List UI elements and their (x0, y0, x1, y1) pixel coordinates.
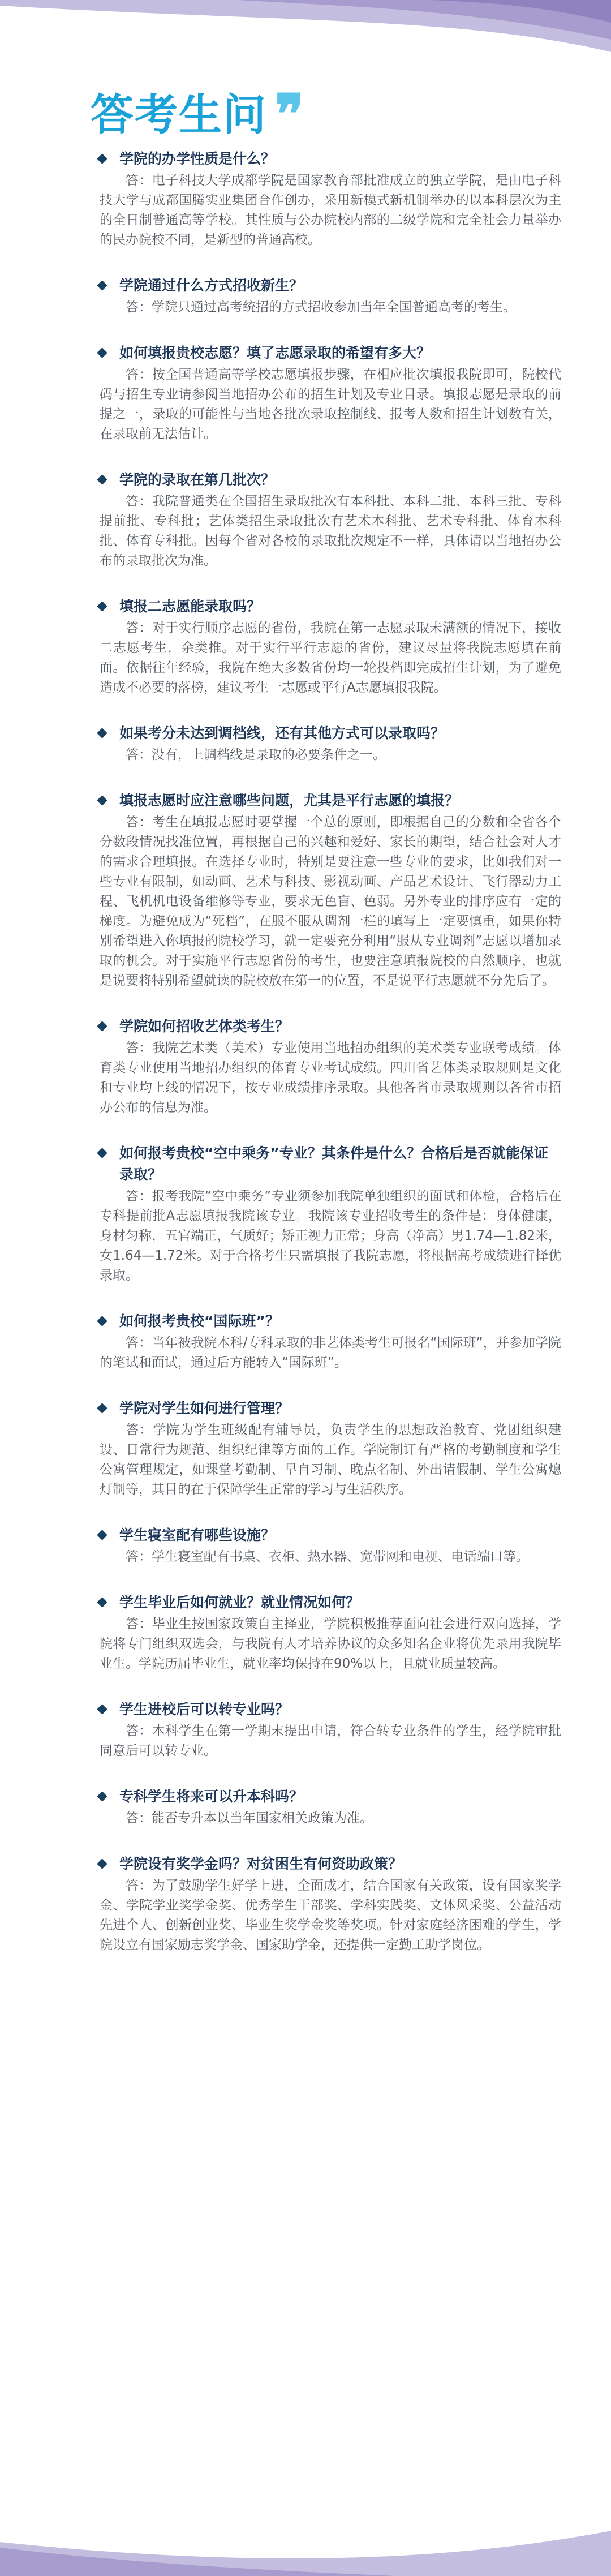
answer: 答：电子科技大学成都学院是国家教育部批准成立的独立学院，是由电子科技大学与成都国腾实业集团合作创办，采用新模式新机制举办的以本科层次为主的全日制普通高等学校。其性质与公办院校内部的二级学院和完全社会力量举办的民办院校不同，是新型的普通高校。 (100, 173, 561, 247)
qa-item (100, 1016, 561, 1118)
diamond-bullet-icon (97, 153, 107, 164)
question: 学院的录取在第几批次？ (100, 469, 561, 491)
qa-item (100, 790, 561, 991)
question: 学院如何招收艺体类考生？ (100, 1016, 561, 1037)
diamond-bullet-icon (97, 474, 107, 484)
diamond-bullet-icon (97, 1791, 107, 1801)
answer: 答：对于实行顺序志愿的省份，我院在第一志愿录取未满额的情况下，接收二志愿考生，余类推。对于实行平行志愿的省份，建议尽量将我院志愿填在前面。依据往年经验，我院在绝大多数省份均一轮投档即完成招生计划，为了避免造成不必要的落榜，建议考生一志愿或平行A志愿填报我院。 (100, 621, 561, 695)
question: 学生毕业后如何就业？就业情况如何？ (100, 1592, 561, 1613)
qa-list (100, 148, 561, 1980)
diamond-bullet-icon (97, 1403, 107, 1413)
answer: 答：学院为学生班级配有辅导员，负责学生的思想政治教育、党团组织建设、日常行为规范、组织纪律等方面的工作。学院制订有严格的考勤制度和学生公寓管理规定，如课堂考勤制、早自习制、晚点名制、外出请假制、学生公寓熄灯制等，其目的在于保障学生正常的学习与生活秩序。 (100, 1423, 561, 1497)
qa-item (100, 1786, 561, 1828)
qa-item (100, 1398, 561, 1500)
qa-item (100, 1311, 561, 1373)
diamond-bullet-icon (97, 347, 107, 358)
qa-item (100, 275, 561, 317)
answer: 答：学生寝室配有书桌、衣柜、热水器、宽带网和电视、电话端口等。 (126, 1549, 529, 1564)
question: 如何报考贵校“国际班”？ (100, 1311, 561, 1332)
answer: 答：学院只通过高考统招的方式招收参加当年全国普通高考的考生。 (126, 300, 516, 315)
diamond-bullet-icon (97, 795, 107, 805)
answer: 答：报考我院“空中乘务”专业须参加我院单独组织的面试和体检，合格后在专科提前批A志愿填报我院该专业。我院该专业招收考生的条件是：身体健康，身材匀称，五官端正，气质好；矫正视力正常；身高（净高）男1.74—1.82米，女1.64—1.72米。对于合格考生只需填报了我院志愿，将根据高考成绩进行择优录取。 (100, 1189, 561, 1283)
diamond-bullet-icon (97, 1021, 107, 1031)
qa-item (100, 596, 561, 698)
page-title: 答考生问 (91, 89, 267, 140)
qa-item (100, 1525, 561, 1567)
question: 学院对学生如何进行管理？ (100, 1398, 561, 1419)
quote-icon: ❞ (275, 82, 304, 146)
answer: 答：我院普通类在全国招生录取批次有本科批、本科二批、本科三批、专科提前批、专科批；艺体类招生录取批次有艺术本科批、艺术专科批、体育本科批、体育专科批。因每个省对各校的录取批次规定不一样，具体请以当地招办公布的录取批次为准。 (100, 494, 561, 568)
answer: 答：考生在填报志愿时要掌握一个总的原则，即根据自己的分数和全省各个分数段情况找准位置，再根据自己的兴趣和爱好、家长的期望，结合社会对人才的需求合理填报。在选择专业时，特别是要注意一些专业的要求，比如我们对一些专业有限制，如动画、艺术与科技、影视动画、产品艺术设计、飞行器动力工程、飞机机电设备维修等专业，要求无色盲、色弱。另外专业的排序应有一定的梯度。为避免成为“死档”，在服不服从调剂一栏的填写上一定要慎重，如果你特别希望进入你填报的院校学习，就一定要充分利用“服从专业调剂”志愿以增加录取的机会。对于实施平行志愿省份的考生，也要注意填报院校的自然顺序，也就是说要将特别希望就读的院校放在第一的位置，不是说平行志愿就不分先后了。 (100, 815, 561, 988)
answer: 答：本科学生在第一学期末提出申请，符合转专业条件的学生，经学院审批同意后可以转专业。 (100, 1724, 561, 1758)
diamond-bullet-icon (97, 601, 107, 611)
diamond-bullet-icon (97, 1148, 107, 1158)
diamond-bullet-icon (97, 280, 107, 290)
qa-item (100, 148, 561, 250)
answer: 答：我院艺术类（美术）专业使用当地招办组织的美术类专业联考成绩。体育类专业使用当地招办组织的体育专业考试成绩。四川省艺体类录取规则是文化和专业均上线的情况下，按专业成绩排序录取。其他各省市录取规则以各省市招办公布的信息为准。 (100, 1041, 561, 1115)
diamond-bullet-icon (97, 1530, 107, 1540)
bottom-wave-decoration (0, 2508, 611, 2576)
question: 如果考分未达到调档线，还有其他方式可以录取吗？ (100, 723, 561, 744)
qa-item (100, 1699, 561, 1761)
qa-item (100, 1143, 561, 1286)
answer: 答：按全国普通高等学校志愿填报步骤，在相应批次填报我院即可，院校代码与招生专业请参阅当地招办公布的招生计划及专业目录。填报志愿是录取的前提之一，录取的可能性与当地各批次录取控制线、报考人数和招生计划数有关，在录取前无法估计。 (100, 367, 561, 441)
question: 专科学生将来可以升本科吗？ (100, 1786, 561, 1808)
question: 填报二志愿能录取吗？ (100, 596, 561, 617)
page-header (91, 84, 304, 146)
question: 学生进校后可以转专业吗？ (100, 1699, 561, 1720)
diamond-bullet-icon (97, 1597, 107, 1607)
question: 学院设有奖学金吗？对贫困生有何资助政策？ (100, 1853, 561, 1875)
qa-item (100, 723, 561, 765)
qa-item (100, 1592, 561, 1674)
answer: 答：没有，上调档线是录取的必要条件之一。 (126, 748, 386, 762)
diamond-bullet-icon (97, 1316, 107, 1326)
question: 学院的办学性质是什么？ (100, 148, 561, 170)
answer: 答：当年被我院本科/专科录取的非艺体类考生可报名“国际班”，并参加学院的笔试和面试，通过后方能转入“国际班”。 (100, 1336, 561, 1370)
question: 如何报考贵校“空中乘务”专业？其条件是什么？合格后是否就能保证录取？ (100, 1143, 561, 1186)
answer: 答：毕业生按国家政策自主择业，学院积极推荐面向社会进行双向选择，学院将专门组织双选会，与我院有人才培养协议的众多知名企业将优先录用我院毕业生。学院历届毕业生，就业率均保持在90%以上，且就业质量较高。 (100, 1617, 561, 1671)
qa-item (100, 469, 561, 571)
answer: 答：为了鼓励学生好学上进，全面成才，结合国家有关政策，设有国家奖学金、学院学业奖学金奖、优秀学生干部奖、学科实践奖、文体风采奖、公益活动先进个人、创新创业奖、毕业生奖学金奖等奖项。针对家庭经济困难的学生，学院设立有国家励志奖学金、国家助学金，还提供一定勤工助学岗位。 (100, 1878, 561, 1952)
question: 如何填报贵校志愿？填了志愿录取的希望有多大？ (100, 342, 561, 364)
answer: 答：能否专升本以当年国家相关政策为准。 (126, 1811, 373, 1826)
question: 学生寝室配有哪些设施？ (100, 1525, 561, 1546)
diamond-bullet-icon (97, 728, 107, 738)
question: 学院通过什么方式招收新生？ (100, 275, 561, 297)
qa-item (100, 1853, 561, 1955)
question: 填报志愿时应注意哪些问题，尤其是平行志愿的填报？ (100, 790, 561, 812)
diamond-bullet-icon (97, 1858, 107, 1869)
top-wave-decoration (0, 0, 611, 62)
qa-item (100, 342, 561, 444)
diamond-bullet-icon (97, 1704, 107, 1714)
